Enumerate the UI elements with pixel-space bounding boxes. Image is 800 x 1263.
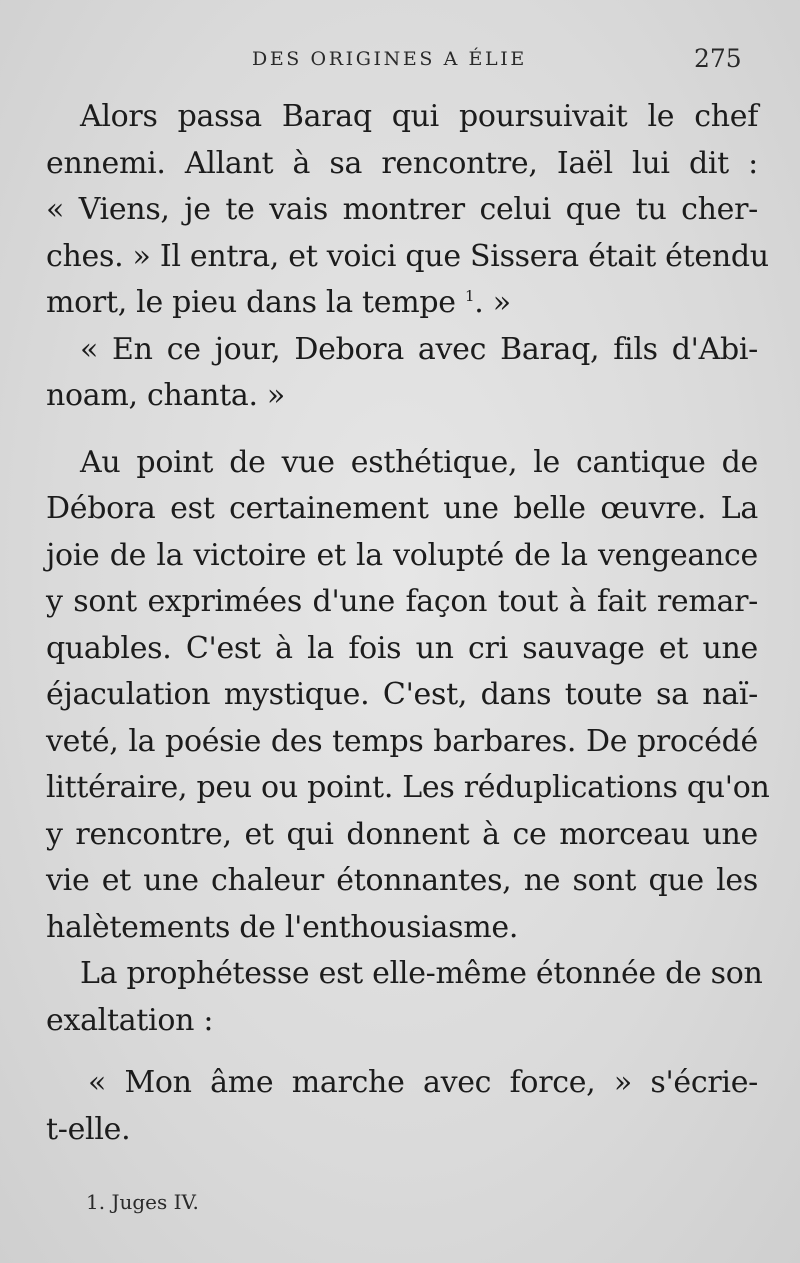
text-line: Alors passa Baraq qui poursuivait le chef bbox=[80, 99, 758, 134]
text-line bbox=[46, 280, 758, 327]
text-line: La prophétesse est elle-même étonnée de son bbox=[80, 956, 763, 991]
text-line: quables. C'est à la fois un cri sauvage et une bbox=[46, 630, 758, 666]
text-line: y sont exprimées d'une façon tout à fait remar- bbox=[46, 584, 758, 619]
text-line: joie de la victoire et la volupté de la vengeance bbox=[46, 537, 758, 573]
paragraph-1 bbox=[46, 94, 769, 327]
text-line: veté, la poésie des temps barbares. De procédé bbox=[46, 723, 758, 759]
text-line: noam, chanta. » bbox=[46, 378, 285, 413]
text-line-end: . » bbox=[474, 285, 511, 320]
text-line: « En ce jour, Debora avec Baraq, fils d'Abi- bbox=[80, 331, 758, 367]
text-line: « Mon âme marche avec force, » s'écrie- bbox=[88, 1065, 758, 1100]
text-line: littéraire, peu ou point. Les réduplications qu'on bbox=[46, 770, 770, 805]
running-title: DES ORIGINES A ÉLIE bbox=[252, 48, 527, 70]
paragraph-3 bbox=[46, 440, 770, 952]
body-text bbox=[46, 94, 770, 1153]
running-head bbox=[0, 44, 800, 74]
text-line: vie et une chaleur étonnantes, ne sont que les bbox=[46, 863, 758, 898]
paragraph-2 bbox=[46, 327, 758, 420]
footnote-reference: 1 bbox=[465, 287, 475, 305]
text-line: ches. » Il entra, et voici que Sissera était étendu bbox=[46, 238, 769, 274]
paragraph-5 bbox=[46, 1060, 758, 1153]
text-line: t-elle. bbox=[46, 1111, 131, 1147]
text-line-content: mort, le pieu dans la tempe bbox=[46, 285, 456, 320]
text-line: halètements de l'enthousiasme. bbox=[46, 909, 519, 945]
text-line: y rencontre, et qui donnent à ce morceau une bbox=[46, 816, 758, 852]
text-line: « Viens, je te vais montrer celui que tu cher- bbox=[46, 192, 758, 227]
text-line: Au point de vue esthétique, le cantique de bbox=[80, 444, 758, 480]
text-line: Débora est certainement une belle œuvre. La bbox=[46, 491, 758, 526]
footnote: 1. Juges IV. bbox=[86, 1190, 199, 1214]
text-line: exaltation : bbox=[46, 1002, 214, 1038]
paragraph-4 bbox=[46, 951, 763, 1044]
text-line: éjaculation mystique. C'est, dans toute sa naï- bbox=[46, 677, 758, 712]
text-line: ennemi. Allant à sa rencontre, Iaël lui dit : bbox=[46, 145, 758, 181]
paragraph-gap bbox=[46, 420, 758, 440]
paragraph-gap bbox=[46, 1044, 758, 1060]
page-number: 275 bbox=[694, 44, 742, 73]
